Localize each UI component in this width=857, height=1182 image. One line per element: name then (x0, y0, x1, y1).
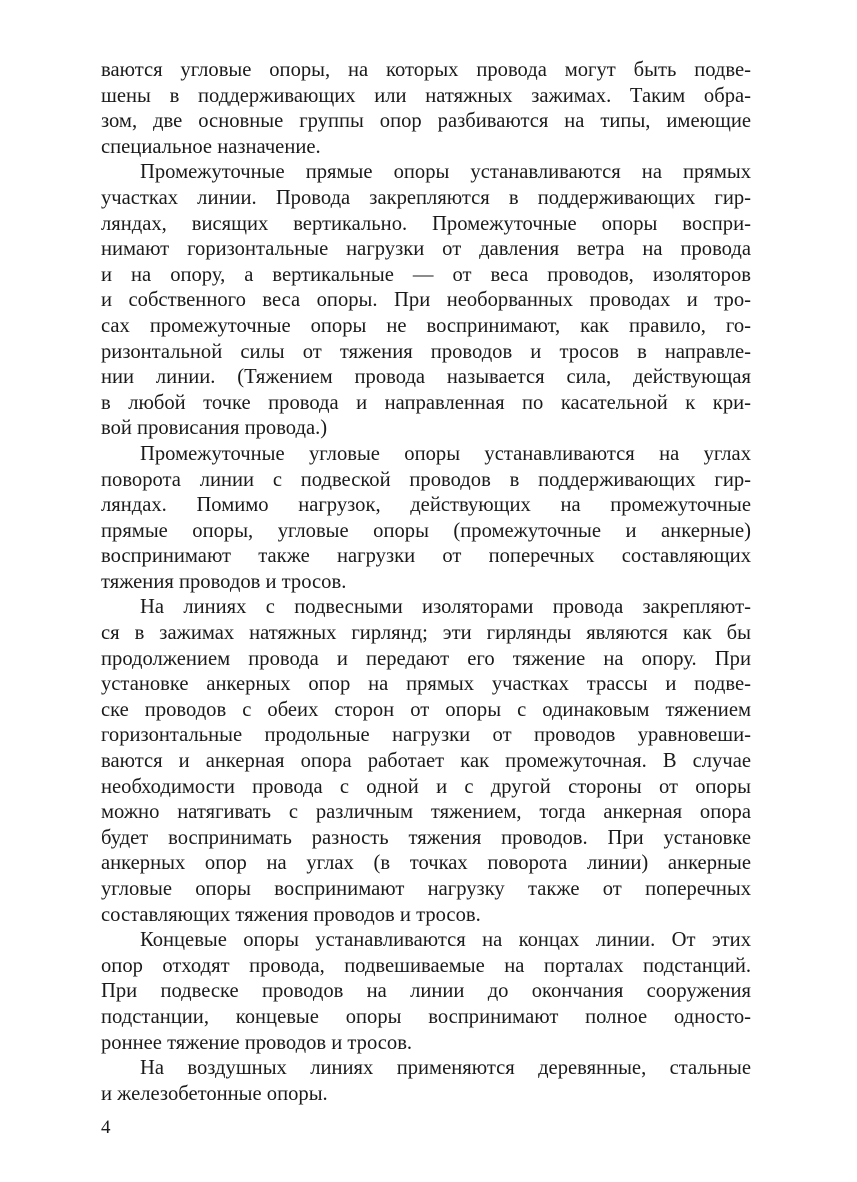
text-line: будет воспринимать разность тяжения проводов. При установке (101, 826, 751, 849)
text-line: тяжения проводов и тросов. (101, 570, 347, 593)
text-line: установке анкерных опор на прямых участках трассы и подве- (101, 673, 751, 696)
text-line: Промежуточные угловые опоры устанавливаются на углах (140, 442, 751, 465)
text-line: необходимости провода с одной и с другой стороны от опоры (101, 775, 751, 798)
text-line: можно натягивать с различным тяжением, тогда анкерная опора (101, 801, 751, 824)
text-line: угловые опоры воспринимают нагрузку также от поперечных (101, 878, 751, 900)
text-line: продолжением провода и передают его тяжение на опору. При (101, 647, 751, 670)
text-line: Концевые опоры устанавливаются на концах линии. От этих (140, 929, 751, 952)
text-line: Промежуточные прямые опоры устанавливаются на прямых (140, 161, 751, 184)
text-line: ске проводов с обеих сторон от опоры с одинаковым тяжением (101, 698, 751, 721)
text-line: анкерных опор на углах (в точках поворота линии) анкерные (101, 852, 751, 875)
text-line: роннее тяжение проводов и тросов. (101, 1031, 413, 1054)
text-line: вой провисания провода.) (101, 417, 328, 440)
text-line: шены в поддерживающих или натяжных зажимах. Таким обра- (101, 84, 751, 107)
text-line: составляющих тяжения проводов и тросов. (101, 903, 481, 926)
text-line: участках линии. Провода закрепляются в поддерживающих гир- (101, 186, 751, 209)
paragraph (101, 928, 751, 1056)
text-line: прямые опоры, угловые опоры (промежуточные и анкерные) (101, 519, 751, 542)
text-line: в любой точке провода и направленная по касательной к кри- (101, 391, 751, 414)
text-line: нии линии. (Тяжением провода называется сила, действующая (101, 366, 751, 389)
paragraph (101, 1056, 751, 1107)
text-line: На линиях с подвесными изоляторами провода закрепляют- (140, 596, 751, 619)
text-line: и собственного веса опоры. При необорванных проводах и тро- (101, 289, 751, 312)
paragraph (101, 160, 751, 442)
text-line: ся в зажимах натяжных гирлянд; эти гирлянды являются как бы (101, 622, 751, 645)
text-line: специальное назначение. (101, 135, 321, 158)
text-line: горизонтальные продольные нагрузки от проводов уравновеши- (101, 724, 751, 747)
text-line: ризонтальной силы от тяжения проводов и тросов в направле- (101, 340, 751, 363)
text-line: ляндах, висящих вертикально. Промежуточные опоры воспри- (101, 212, 751, 235)
paragraph (101, 58, 751, 160)
text-line: подстанции, концевые опоры воспринимают полное односто- (101, 1005, 751, 1028)
text-line: ваются угловые опоры, на которых провода могут быть подве- (101, 59, 751, 81)
text-line: ваются и анкерная опора работает как промежуточная. В случае (101, 750, 751, 773)
text-line: нимают горизонтальные нагрузки от давления ветра на провода (101, 238, 751, 261)
text-line: зом, две основные группы опор разбиваются на типы, имеющие (101, 110, 751, 133)
paragraph (101, 595, 751, 928)
paragraph (101, 442, 751, 596)
text-line: воспринимают также нагрузки от поперечных составляющих (101, 545, 751, 568)
text-line: и железобетонные опоры. (101, 1082, 328, 1105)
text-line: опор отходят провода, подвешиваемые на порталах подстанций. (101, 954, 751, 977)
page-body (101, 58, 751, 1107)
text-line: поворота линии с подвеской проводов в поддерживающих гир- (101, 468, 751, 491)
page-number: 4 (101, 1117, 111, 1138)
text-line: и на опору, а вертикальные — от веса проводов, изоляторов (101, 263, 751, 286)
text-line: При подвеске проводов на линии до окончания сооружения (101, 980, 751, 1003)
text-line: На воздушных линиях применяются деревянные, стальные (140, 1057, 751, 1080)
text-line: сах промежуточные опоры не воспринимают, как правило, го- (101, 314, 751, 337)
text-line: ляндах. Помимо нагрузок, действующих на промежуточные (101, 494, 751, 517)
